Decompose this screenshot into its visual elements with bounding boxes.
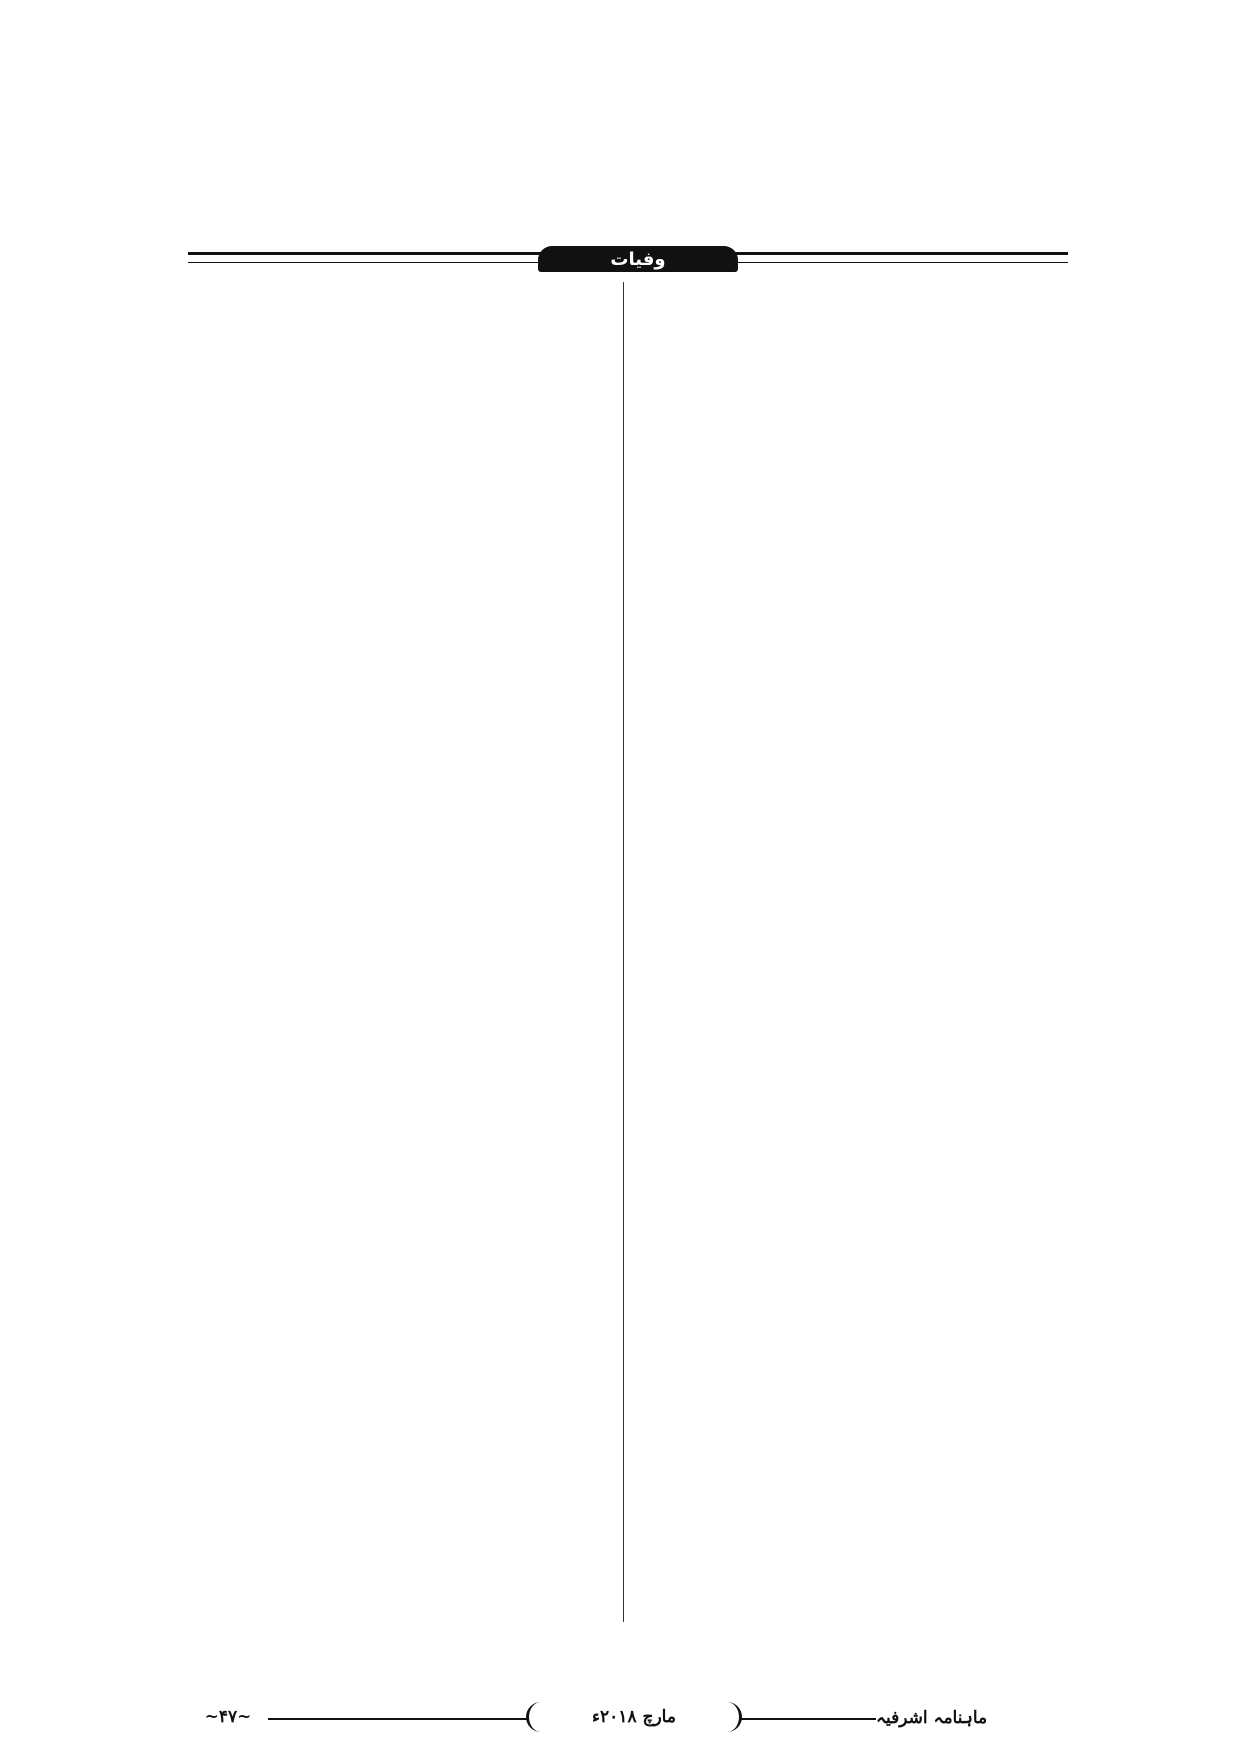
text-line xyxy=(640,1391,1074,1425)
text-line xyxy=(185,1391,619,1425)
text-line xyxy=(185,1223,619,1257)
text-line xyxy=(185,316,619,350)
text-line xyxy=(185,786,619,820)
text-line xyxy=(185,618,619,652)
text-line xyxy=(640,1055,1074,1089)
text-line xyxy=(640,1424,1074,1458)
article-column-right xyxy=(640,282,1074,1682)
text-line xyxy=(640,618,1074,652)
issue-date: مارچ ۲۰۱۸ء xyxy=(526,1702,742,1732)
text-line xyxy=(640,987,1074,1021)
text-line xyxy=(640,1021,1074,1055)
text-line xyxy=(185,1189,619,1223)
text-line xyxy=(185,719,619,753)
column-divider xyxy=(623,282,624,1622)
text-line xyxy=(640,282,1074,316)
text-line xyxy=(185,820,619,854)
text-line xyxy=(185,954,619,988)
text-line xyxy=(640,450,1074,484)
text-line xyxy=(640,383,1074,417)
text-line xyxy=(185,1323,619,1357)
text-line xyxy=(640,853,1074,887)
text-line xyxy=(185,987,619,1021)
text-line xyxy=(640,1256,1074,1290)
text-line xyxy=(640,416,1074,450)
page-footer xyxy=(188,1702,1068,1734)
text-line xyxy=(185,1458,619,1492)
text-line xyxy=(185,1021,619,1055)
text-line xyxy=(185,1424,619,1458)
text-line xyxy=(185,1290,619,1324)
text-line xyxy=(640,551,1074,585)
text-line xyxy=(185,685,619,719)
text-line xyxy=(185,584,619,618)
text-line xyxy=(185,484,619,518)
text-line xyxy=(640,920,1074,954)
article-column-left xyxy=(185,282,619,1682)
text-line xyxy=(185,517,619,551)
text-line xyxy=(640,584,1074,618)
text-line xyxy=(640,1189,1074,1223)
text-line xyxy=(185,1055,619,1089)
text-line xyxy=(640,820,1074,854)
text-line xyxy=(185,383,619,417)
text-line xyxy=(185,887,619,921)
text-line xyxy=(185,1491,619,1525)
text-line xyxy=(185,752,619,786)
text-line xyxy=(640,954,1074,988)
text-line xyxy=(185,282,619,316)
text-line xyxy=(640,752,1074,786)
text-line xyxy=(640,887,1074,921)
text-line xyxy=(640,1223,1074,1257)
text-line xyxy=(185,416,619,450)
text-line xyxy=(640,1491,1074,1525)
text-line xyxy=(640,652,1074,686)
text-line xyxy=(640,1290,1074,1324)
text-line xyxy=(185,1088,619,1122)
text-line xyxy=(640,1155,1074,1189)
text-line xyxy=(185,853,619,887)
text-line xyxy=(640,1323,1074,1357)
text-line xyxy=(640,1088,1074,1122)
text-line xyxy=(185,1122,619,1156)
text-line xyxy=(640,316,1074,350)
magazine-name: ماہنامہ اشرفیہ xyxy=(876,1702,1068,1732)
text-line xyxy=(640,517,1074,551)
text-line xyxy=(640,685,1074,719)
text-line xyxy=(640,719,1074,753)
text-line xyxy=(185,349,619,383)
text-line xyxy=(185,450,619,484)
text-line xyxy=(185,551,619,585)
text-line xyxy=(185,1357,619,1391)
text-line xyxy=(640,1357,1074,1391)
text-line xyxy=(185,1155,619,1189)
text-line xyxy=(640,1122,1074,1156)
text-line xyxy=(640,786,1074,820)
text-line xyxy=(640,349,1074,383)
text-line xyxy=(640,484,1074,518)
page-number: ~۴۷~ xyxy=(188,1702,268,1732)
text-line xyxy=(185,652,619,686)
text-line xyxy=(185,1256,619,1290)
section-title: وفیات xyxy=(538,246,738,272)
text-line xyxy=(640,1458,1074,1492)
text-line xyxy=(185,920,619,954)
